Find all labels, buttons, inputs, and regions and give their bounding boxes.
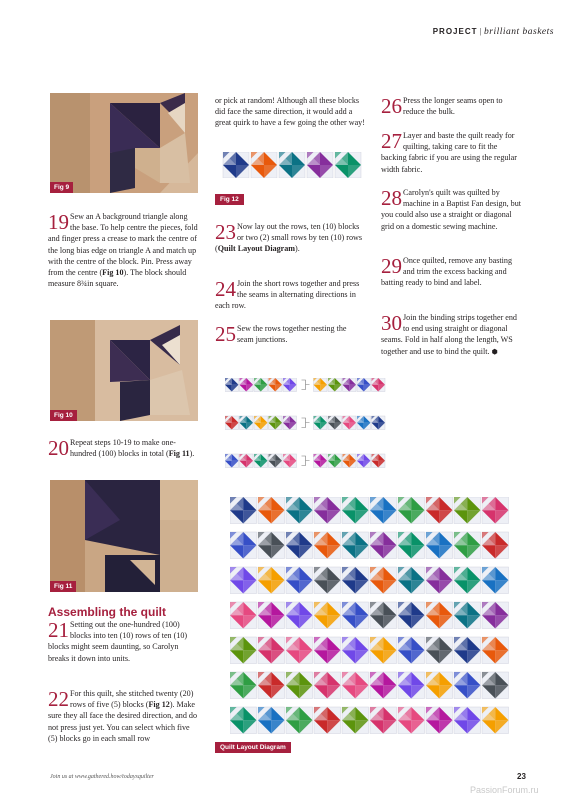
step-30-text: Join the binding strips together end to end using straight or diagonal seams. Fold in half along the length, WS together and use to bind the quilt. [381,313,517,356]
quilt-block [283,454,297,468]
step-24-number: 24 [215,277,236,301]
quilt-block [398,602,425,629]
quilt-block [482,672,509,699]
fig11-photo [50,480,198,592]
quilt-block [370,707,397,734]
quilt-block [258,602,285,629]
quilt-block [482,637,509,664]
quilt-block [370,567,397,594]
quilt-block [258,672,285,699]
quilt-block [230,707,257,734]
header-section: PROJECT [432,27,478,36]
quilt-block [223,152,249,178]
quilt-block [230,602,257,629]
quilt-block [426,497,453,524]
step-27-number: 27 [381,129,402,153]
quilt-block [314,707,341,734]
quilt-layout-label: Quilt Layout Diagram [215,742,291,753]
quilt-block [314,416,328,430]
step-26 [381,95,521,117]
step-19-ref: Fig 10 [102,268,124,278]
fig9-label: Fig 9 [50,182,73,193]
row-joining-svg [225,378,525,488]
quilt-block [372,454,386,468]
step-23 [215,221,365,255]
quilt-block [454,567,481,594]
quilt-block [454,672,481,699]
quilt-block [357,454,371,468]
quilt-block [398,637,425,664]
step-27-text: Layer and baste the quilt ready for quilting, taking care to fit the backing fabric if you are using the regular width fabric. [381,131,517,174]
running-header [433,27,554,37]
quilt-block [286,497,313,524]
quilt-block [482,532,509,559]
step-19-tail: ). The block should measure 8¾in square. [48,268,187,289]
step-28 [381,187,521,232]
quilt-block [370,532,397,559]
quilt-block [398,532,425,559]
quilt-block [254,454,268,468]
quilt-block [342,602,369,629]
quilt-block [343,454,357,468]
quilt-block [286,602,313,629]
quilt-block [426,637,453,664]
step-19 [48,211,198,289]
step-25-text: Sew the rows together nesting the seam junctions. [237,324,347,345]
quilt-block [283,378,297,392]
quilt-block [328,378,342,392]
quilt-block [314,378,328,392]
step-27 [381,130,521,175]
quilt-block [254,416,268,430]
quilt-block [426,707,453,734]
step-23-number: 23 [215,220,236,244]
step-20 [48,437,198,459]
quilt-block [426,672,453,699]
quilt-block [370,602,397,629]
fig12-label: Fig 12 [215,194,244,205]
quilt-block [426,602,453,629]
quilt-block [426,532,453,559]
quilt-block [342,707,369,734]
quilt-block [251,152,277,178]
step-30 [381,312,521,358]
quilt-block [269,378,283,392]
fig12-diagram [215,152,363,178]
quilt-block [286,532,313,559]
quilt-block [335,152,361,178]
step-23-tail: ). [295,244,300,254]
fig11-label: Fig 11 [50,581,76,592]
quilt-block [482,707,509,734]
fig10-label: Fig 10 [50,410,77,421]
quilt-block [426,567,453,594]
quilt-block [342,497,369,524]
quilt-block [314,454,328,468]
step-29 [381,255,521,289]
quilt-block [314,637,341,664]
step-22-text: For this quilt, she stitched twenty (20) rows of five (5) blocks ( [70,689,194,710]
header-title: brilliant baskets [484,27,554,37]
step-29-number: 29 [381,254,402,278]
quilt-block [342,532,369,559]
quilt-block [342,567,369,594]
quilt-block [230,672,257,699]
quilt-block [286,637,313,664]
quilt-block [398,707,425,734]
end-mark-icon: ⬢ [491,347,498,356]
fig12-block-row [215,152,363,178]
quilt-block [328,454,342,468]
quilt-block [398,567,425,594]
step-22 [48,688,200,744]
quilt-block [314,532,341,559]
quilt-block [240,454,254,468]
quilt-block [230,637,257,664]
step-26-text: Press the longer seams open to reduce the bulk. [403,96,503,117]
quilt-block [398,672,425,699]
quilt-block [225,454,239,468]
quilt-block [370,637,397,664]
quilt-block [342,672,369,699]
quilt-block [240,378,254,392]
step-20-text: Repeat steps 10-19 to make one- hundred (100) blocks in total ( [70,438,176,459]
quilt-block [357,378,371,392]
quilt-block [454,532,481,559]
step-21-number: 21 [48,618,69,642]
quilt-block [482,602,509,629]
quilt-block [370,672,397,699]
quilt-block [279,152,305,178]
quilt-block [286,567,313,594]
quilt-block [307,152,333,178]
step-25-number: 25 [215,322,236,346]
quilt-block [230,532,257,559]
quilt-block [343,378,357,392]
quilt-block [328,416,342,430]
step-19-number: 19 [48,210,69,234]
quilt-block [286,672,313,699]
quilt-block [230,497,257,524]
fig9-photo [50,93,198,193]
footer-link[interactable]: Join us at www.gathered.how/todaysquilter [50,774,154,780]
step-28-text: Carolyn's quilt was quilted by machine in a Baptist Fan design, but you could also use a straight or diagonal grid on a domestic sewing machine. [381,188,522,231]
quilt-block [258,497,285,524]
step-26-number: 26 [381,94,402,118]
quilt-block [343,416,357,430]
step-24-text: Join the short rows together and press the seams in alternating directions in each row. [215,279,360,311]
header-separator: | [479,27,482,36]
quilt-block [258,707,285,734]
quilt-block [372,416,386,430]
quilt-block [342,637,369,664]
fig10-block-image [50,320,198,421]
quilt-block [258,532,285,559]
fig10-photo [50,320,198,421]
quilt-block [454,497,481,524]
step-21 [48,619,198,664]
row-joining-diagram [225,378,525,488]
quilt-block [454,707,481,734]
fig9-block-image [50,93,198,193]
quilt-block [225,378,239,392]
quilt-block [254,378,268,392]
step-20-ref: Fig 11 [168,449,190,459]
step-20-tail: ). [189,449,195,459]
quilt-block [314,602,341,629]
quilt-block [283,416,297,430]
quilt-layout-svg [230,497,515,740]
quilt-block [314,672,341,699]
quilt-block [370,497,397,524]
step-30-number: 30 [381,311,402,335]
quilt-block [240,416,254,430]
step-22-ref: Fig 12 [148,700,170,710]
step-25 [215,323,365,345]
quilt-block [454,602,481,629]
quilt-block [225,416,239,430]
section-title: Assembling the quilt [48,605,167,619]
step-22-continued: or pick at random! Although all these blocks did face the same direction, it would add a great quirk to have a few going the other way! [215,96,365,128]
step-22-tail: ). Make sure they all face the desired direction, and do not press just yet. You can select which five (5) blocks go in each small row [48,700,197,743]
quilt-block [258,567,285,594]
quilt-block [230,567,257,594]
quilt-block [482,567,509,594]
fig11-block-image [50,480,198,592]
quilt-block [258,637,285,664]
quilt-block [269,454,283,468]
quilt-block [372,378,386,392]
quilt-layout-diagram [230,497,515,740]
page-number: 23 [517,772,526,781]
step-20-number: 20 [48,436,69,460]
step-29-text: Once quilted, remove any basting and trim the excess backing and batting ready to bind and label. [381,256,513,288]
quilt-block [482,497,509,524]
quilt-block [357,416,371,430]
watermark: PassionForum.ru [470,785,539,795]
quilt-block [454,637,481,664]
quilt-block [286,707,313,734]
step-23-ref: Quilt Layout Diagram [217,244,296,254]
quilt-block [398,497,425,524]
quilt-block [314,567,341,594]
step-28-number: 28 [381,186,402,210]
step-21-text: Setting out the one-hundred (100) blocks into ten (10) rows of ten (10) blocks might seem daunting, so Carolyn breaks it down into units. [48,620,188,663]
quilt-block [314,497,341,524]
step-19-text: Sew an A background triangle along the base. To help centre the pieces, fold and finger press a crease to mark the centre of the long bias edge on triangle A and match up with the centre of the block. Pin. Press away from the centre ( [48,212,198,278]
step-24 [215,278,365,312]
step-22-number: 22 [48,687,69,711]
quilt-block [269,416,283,430]
step-23-text: Now lay out the rows, ten (10) blocks or two (2) small rows by ten (10) rows ( [215,222,362,254]
